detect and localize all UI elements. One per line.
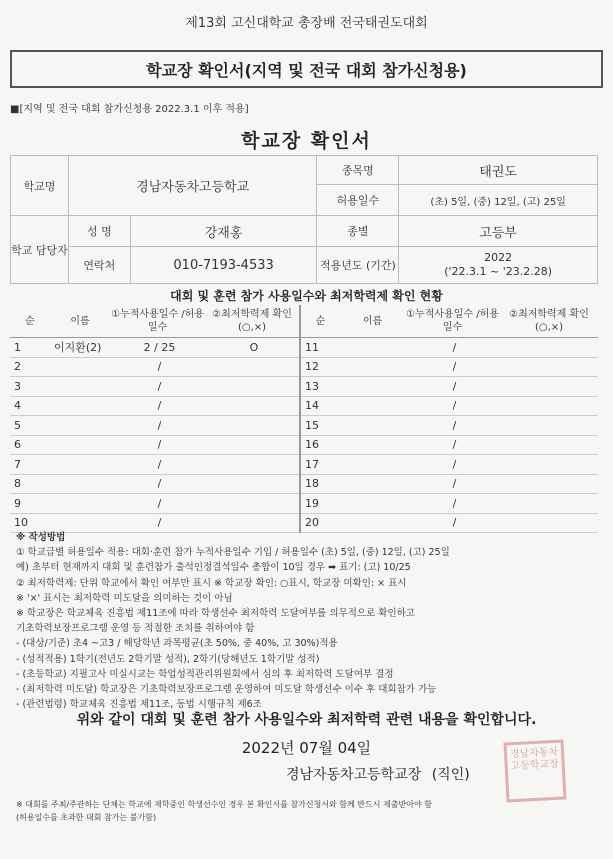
row-grade: [500, 357, 598, 377]
row-no: 12: [300, 357, 340, 377]
row-no: 4: [10, 396, 50, 416]
row-grade: [500, 455, 598, 475]
year-value: 2022: [484, 251, 513, 264]
form-banner: 학교장 확인서(지역 및 전국 대회 참가신청용): [10, 50, 603, 88]
instruction-line: - (최저학력 미도달) 학교장은 기초학력보장프로그램 운영하여 미도달 학생선수 이수 후 대회참가 가능: [16, 684, 437, 696]
allow-value: (초) 5일, (중) 12일, (고) 25일: [399, 185, 598, 216]
row-days: /: [405, 396, 500, 416]
table-row: [10, 494, 598, 514]
row-grade: [500, 377, 598, 397]
row-name: [340, 435, 405, 455]
row-grade: [205, 455, 300, 475]
row-days: /: [405, 455, 500, 475]
row-days: /: [405, 513, 500, 533]
row-days: /: [405, 474, 500, 494]
row-no: 10: [10, 513, 50, 533]
allow-label: 허용일수: [317, 185, 399, 216]
instructions: [16, 530, 596, 712]
row-no: 8: [10, 474, 50, 494]
row-no: 2: [10, 357, 50, 377]
row-grade: [205, 474, 300, 494]
table-row: [10, 377, 598, 397]
row-grade: [500, 338, 598, 358]
signer-mark: (직인): [431, 767, 470, 783]
row-name: [340, 357, 405, 377]
year-cell: [399, 247, 598, 284]
official-seal: [503, 739, 566, 802]
row-name: [340, 377, 405, 397]
table-row: [10, 338, 598, 358]
sport-label: 종목명: [317, 156, 399, 185]
row-days: /: [110, 513, 205, 533]
year-range: ('22.3.1 ~ '23.2.28): [444, 265, 553, 278]
instruction-line: ※ 학교장은 학교체육 진흥법 제11조에 따라 학생선수 최저학력 도달여부를 의무적으로 확인하고: [16, 608, 415, 620]
row-days: /: [110, 357, 205, 377]
row-name: [340, 338, 405, 358]
row-days: /: [405, 494, 500, 514]
row-no: 17: [300, 455, 340, 475]
issue-date: 2022년 07월 04일: [241, 739, 372, 757]
table-row: [10, 416, 598, 436]
row-name: [340, 416, 405, 436]
row-grade: [205, 357, 300, 377]
footer-line: (허용일수를 초과한 대회 참가는 불가함): [16, 813, 157, 822]
row-name: [50, 416, 110, 436]
row-grade: [500, 416, 598, 436]
row-no: 11: [300, 338, 340, 358]
col-name: 이름: [50, 305, 110, 338]
row-grade: [500, 494, 598, 514]
row-grade: [205, 396, 300, 416]
row-days: /: [110, 416, 205, 436]
row-no: 13: [300, 377, 340, 397]
row-no: 14: [300, 396, 340, 416]
footer-line: ※ 대회를 주최/주관하는 단체는 학교에 재학중인 학생선수인 경우 본 확인서를 참가신청서와 함께 반드시 제출받아야 함: [16, 800, 432, 809]
row-name: [50, 357, 110, 377]
table-row: [10, 455, 598, 475]
row-name: [50, 377, 110, 397]
row-grade: [500, 435, 598, 455]
row-name: [50, 474, 110, 494]
school-label: 학교명: [11, 156, 69, 216]
row-grade: [500, 474, 598, 494]
confirmation-statement: 위와 같이 대회 및 훈련 참가 사용일수와 최저학력 관련 내용을 확인합니다.: [76, 712, 537, 728]
row-grade: O: [205, 338, 300, 358]
roster-body: [10, 338, 598, 533]
row-no: 7: [10, 455, 50, 475]
sport-value: 태권도: [399, 156, 598, 185]
row-name: [340, 455, 405, 475]
category-value: 고등부: [399, 216, 598, 247]
row-days: /: [405, 416, 500, 436]
row-name: [340, 494, 405, 514]
row-grade: [205, 494, 300, 514]
row-name: [50, 494, 110, 514]
table-row: [10, 357, 598, 377]
section-title: 대회 및 훈련 참가 사용일수와 최저학력제 확인 현황: [170, 289, 443, 303]
document-title: 학교장 확인서: [241, 130, 372, 152]
row-no: 1: [10, 338, 50, 358]
instruction-line: - (초등학교) 지필고사 미실시교는 학업성적관리위원회에서 심의 후 최저학력 도달여부 결정: [16, 668, 394, 680]
contact-label: 연락처: [68, 247, 130, 284]
row-name: [50, 455, 110, 475]
row-days: /: [405, 338, 500, 358]
seal-text: 경남자동차 고등학교장: [509, 746, 560, 773]
row-no: 16: [300, 435, 340, 455]
col-name-2: 이름: [340, 305, 405, 338]
row-grade: [205, 377, 300, 397]
row-name: 이지환(2): [50, 338, 110, 358]
year-label: 적용년도 (기간): [317, 247, 399, 284]
school-value: 경남자동차고등학교: [68, 156, 317, 216]
row-days: /: [110, 377, 205, 397]
table-row: [10, 474, 598, 494]
signer: [286, 764, 470, 784]
table-row: [10, 396, 598, 416]
row-name: [50, 435, 110, 455]
category-label: 종별: [317, 216, 399, 247]
row-no: 19: [300, 494, 340, 514]
event-title: 제13회 고신대학교 총장배 전국태권도대회: [185, 16, 428, 31]
footer-note: [16, 798, 606, 824]
instruction-line: ② 최저학력제: 단위 학교에서 확인 여부만 표시 ※ 학교장 확인: ○표시, 학교장 미확인: × 표시: [16, 577, 407, 589]
staff-label: 학교 담당자: [11, 216, 69, 284]
row-no: 20: [300, 513, 340, 533]
row-name: [340, 396, 405, 416]
col-grade-2: ②최저학력제 확인(○,×): [500, 305, 598, 338]
instruction-line: - (성적적용) 1학기(전년도 2학기말 성적), 2학기(당해년도 1학기말 성적): [16, 653, 320, 665]
row-days: /: [110, 474, 205, 494]
col-grade: ②최저학력제 확인(○,×): [205, 305, 300, 338]
col-days: ①누적사용일수 /허용일수: [110, 305, 205, 338]
row-grade: [205, 416, 300, 436]
instruction-line: - (관련법령) 학교체육 진흥법 제11조, 동법 시행규칙 제6조: [16, 699, 262, 711]
instruction-line: ① 학교급별 허용일수 적용: 대회·훈련 참가 누적사용일수 기입 / 허용일수 (초) 5일, (중) 12일, (고) 25일: [16, 547, 450, 559]
col-no-2: 순: [300, 305, 340, 338]
table-row: [10, 435, 598, 455]
row-days: /: [110, 396, 205, 416]
row-name: [340, 474, 405, 494]
row-no: 18: [300, 474, 340, 494]
row-days: /: [405, 435, 500, 455]
row-no: 5: [10, 416, 50, 436]
signer-name: 경남자동차고등학교장: [286, 767, 422, 783]
name-label: 성 명: [68, 216, 130, 247]
row-days: 2 / 25: [110, 338, 205, 358]
row-no: 3: [10, 377, 50, 397]
col-days-2: ①누적사용일수 /허용일수: [405, 305, 500, 338]
row-grade: [205, 435, 300, 455]
roster-table: [10, 305, 598, 533]
row-name: [50, 396, 110, 416]
row-days: /: [110, 494, 205, 514]
row-days: /: [110, 435, 205, 455]
row-no: 6: [10, 435, 50, 455]
instruction-line: 예) 초부터 현재까지 대회 및 훈련참가 출석인정결석일수 총합이 10일 경우 ➡ 표기: (고) 10/25: [16, 562, 411, 574]
contact-value: 010-7193-4533: [130, 247, 317, 284]
roster-header: [10, 305, 598, 338]
row-no: 15: [300, 416, 340, 436]
row-days: /: [405, 377, 500, 397]
instruction-line: ※ '×' 표시는 최저학력 미도달을 의미하는 것이 아님: [16, 592, 233, 604]
form-note: ■[지역 및 전국 대회 참가신청용 2022.3.1 이후 적용]: [10, 104, 249, 115]
row-no: 9: [10, 494, 50, 514]
instruction-line: ※ 작성방법: [16, 532, 66, 543]
info-table: [10, 155, 598, 284]
instruction-line: - (대상/기준) 초4 ~고3 / 해당학년 과목평균(초 50%, 중 40%, 고 30%)적용: [16, 638, 338, 650]
instruction-line: 기초학력보장프로그램 운영 등 적절한 조치를 취하여야 함: [16, 623, 255, 635]
col-no: 순: [10, 305, 50, 338]
row-days: /: [110, 455, 205, 475]
row-days: /: [405, 357, 500, 377]
row-grade: [500, 396, 598, 416]
name-value: 강재홍: [130, 216, 317, 247]
